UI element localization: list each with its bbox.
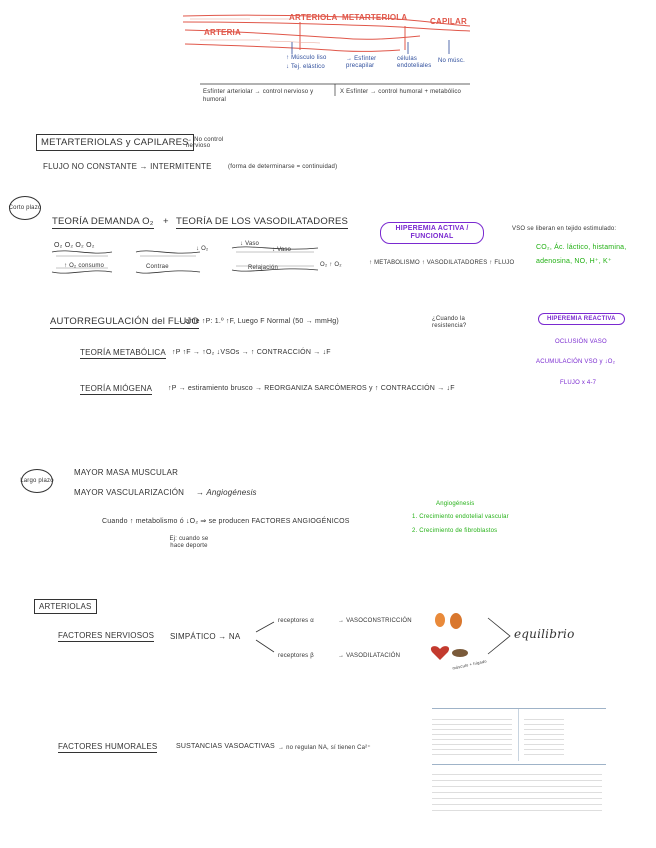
plus-sign: + [163, 216, 169, 227]
teoria-demanda-title: TEORÍA DEMANDA O₂ [52, 216, 154, 227]
sustancias-desc: → no regulan NA, sí tienen Ca²⁺ [278, 745, 371, 751]
vso-list-2: adenosina, NO, H⁺, K⁺ [536, 258, 612, 265]
musculo-liso-label: ↑ Músculo liso [286, 55, 327, 61]
diagram2-label: Contrae [146, 264, 169, 270]
angiogenesis-title: Angiogénesis [436, 501, 475, 507]
autorregulacion-question: ¿Cuando la resistencia? [432, 316, 467, 329]
mayor-vascularizacion: MAYOR VASCULARIZACIÓN [74, 488, 185, 497]
reference-table-image-2 [432, 764, 606, 813]
vso-title: VSO se liberan en tejido estimulado: [512, 226, 617, 232]
teoria-miogena-title: TEORÍA MIÓGENA [80, 384, 153, 393]
celulas-endoteliales-label: células endoteliales [397, 56, 432, 69]
equilibrio-label: equilibrio [514, 627, 575, 641]
diagram2-mid: ↓ O₂ [196, 246, 209, 252]
vasoconstriccion: → VASOCONSTRICCIÓN [338, 618, 412, 624]
no-control-nervioso-note: → No control nervioso [186, 137, 224, 149]
teoria-vasodilatadores-title: TEORÍA DE LOS VASODILATADORES [176, 216, 349, 227]
mayor-masa-muscular: MAYOR MASA MUSCULAR [74, 468, 179, 477]
teoria-metabolica-title: TEORÍA METABÓLICA [80, 348, 166, 357]
angiogenesis-arrow: → Angiogénesis [196, 488, 257, 497]
diagram3-top: ↓ Vaso [240, 241, 260, 247]
hiperemia-reactiva-badge: HIPEREMIA REACTIVA [538, 313, 625, 325]
vso-list-1: CO₂, Ác. láctico, histamina, [536, 244, 627, 251]
diagram3-mid: ↓ Vaso [272, 247, 292, 253]
diagram1-o2: O₂ O₂ O₂ O₂ [54, 242, 95, 249]
reactiva-3: FLUJO x 4-7 [560, 380, 597, 386]
musculo-higado-note: músculo + hígado [451, 658, 488, 671]
flujo-intermitente: FLUJO NO CONSTANTE → INTERMITENTE [43, 162, 212, 171]
diagram3-label: Relajación [248, 265, 279, 271]
factores-humorales: FACTORES HUMORALES [58, 742, 158, 751]
summary-left: Esfínter arteriolar → control nervioso y humoral [203, 89, 314, 103]
autorregulacion-title: AUTORREGULACIÓN del FLUJO [50, 316, 199, 327]
receptores-beta: receptores β [278, 653, 314, 659]
simpatico-na: SIMPÁTICO → NA [170, 632, 241, 641]
angiogenesis-item-2: 2. Crecimiento de fibroblastos [412, 528, 498, 534]
esfinter-label: → Esfínter precapilar [346, 56, 377, 69]
largo-plazo-badge: Largo plazo [21, 469, 53, 493]
factores-nerviosos: FACTORES NERVIOSOS [58, 631, 155, 640]
autorregulacion-desc: → ante ↑P: 1.º ↑F, Luego F Normal (50 → mmHg) [176, 318, 339, 325]
reactiva-2: ACUMULACIÓN VSO y ↓O₂ [536, 359, 616, 365]
no-musc-label: No músc. [438, 58, 465, 64]
metarteriola-label: METARTERIOLA [342, 13, 408, 22]
teoria-metabolica-desc: ↑P ↑F → ↑O₂ ↓VSOs → ↑ CONTRACCIÓN → ↓F [172, 349, 331, 356]
metarteriolas-title: METARTERIOLAS y CAPILARES [36, 134, 194, 151]
hiperemia-effects: ↑ METABOLISMO ↑ VASODILATADORES ↑ FLUJO [369, 260, 515, 266]
arteria-label: ARTERIA [204, 28, 241, 37]
reactiva-1: OCLUSIÓN VASO [555, 339, 607, 345]
capilar-label: CAPILAR [430, 17, 467, 26]
factores-angiogenicos-line: Cuando ↑ metabolismo ó ↓O₂ ⇒ se producen FACTORES ANGIOGÉNICOS [102, 518, 350, 525]
sustancias-vasoactivas: SUSTANCIAS VASOACTIVAS [176, 743, 275, 750]
vasodilatacion: → VASODILATACIÓN [338, 653, 401, 659]
deporte-note: Ej: cuando se hace deporte [169, 536, 209, 549]
organ-icons [431, 613, 468, 660]
arteriola-label: ARTERIOLA [289, 13, 338, 22]
angiogenesis-item-1: 1. Crecimiento endotelial vascular [412, 514, 509, 520]
arteriolas-title: ARTERIOLAS [34, 599, 97, 614]
tej-elastico-label: ↓ Tej. elástico [286, 64, 325, 70]
hiperemia-activa-badge: HIPEREMIA ACTIVA / FUNCIONAL [380, 222, 484, 244]
summary-right: X Esfínter → control humoral + metabólico [340, 89, 462, 95]
flujo-note: (forma de determinarse = continuidad) [228, 164, 338, 170]
receptores-alpha: receptores α [278, 618, 314, 624]
teoria-miogena-desc: ↑P → estiramiento brusco → REORGANIZA SARCÓMEROS y ↑ CONTRACCIÓN → ↓F [168, 385, 455, 392]
corto-plazo-badge: Corto plazo [9, 196, 41, 220]
reference-table-image [432, 708, 606, 763]
diagram3-side: O₂ ↑ O₂ [320, 262, 342, 268]
diagram1-label: ↑ O₂ consumo [64, 263, 105, 269]
